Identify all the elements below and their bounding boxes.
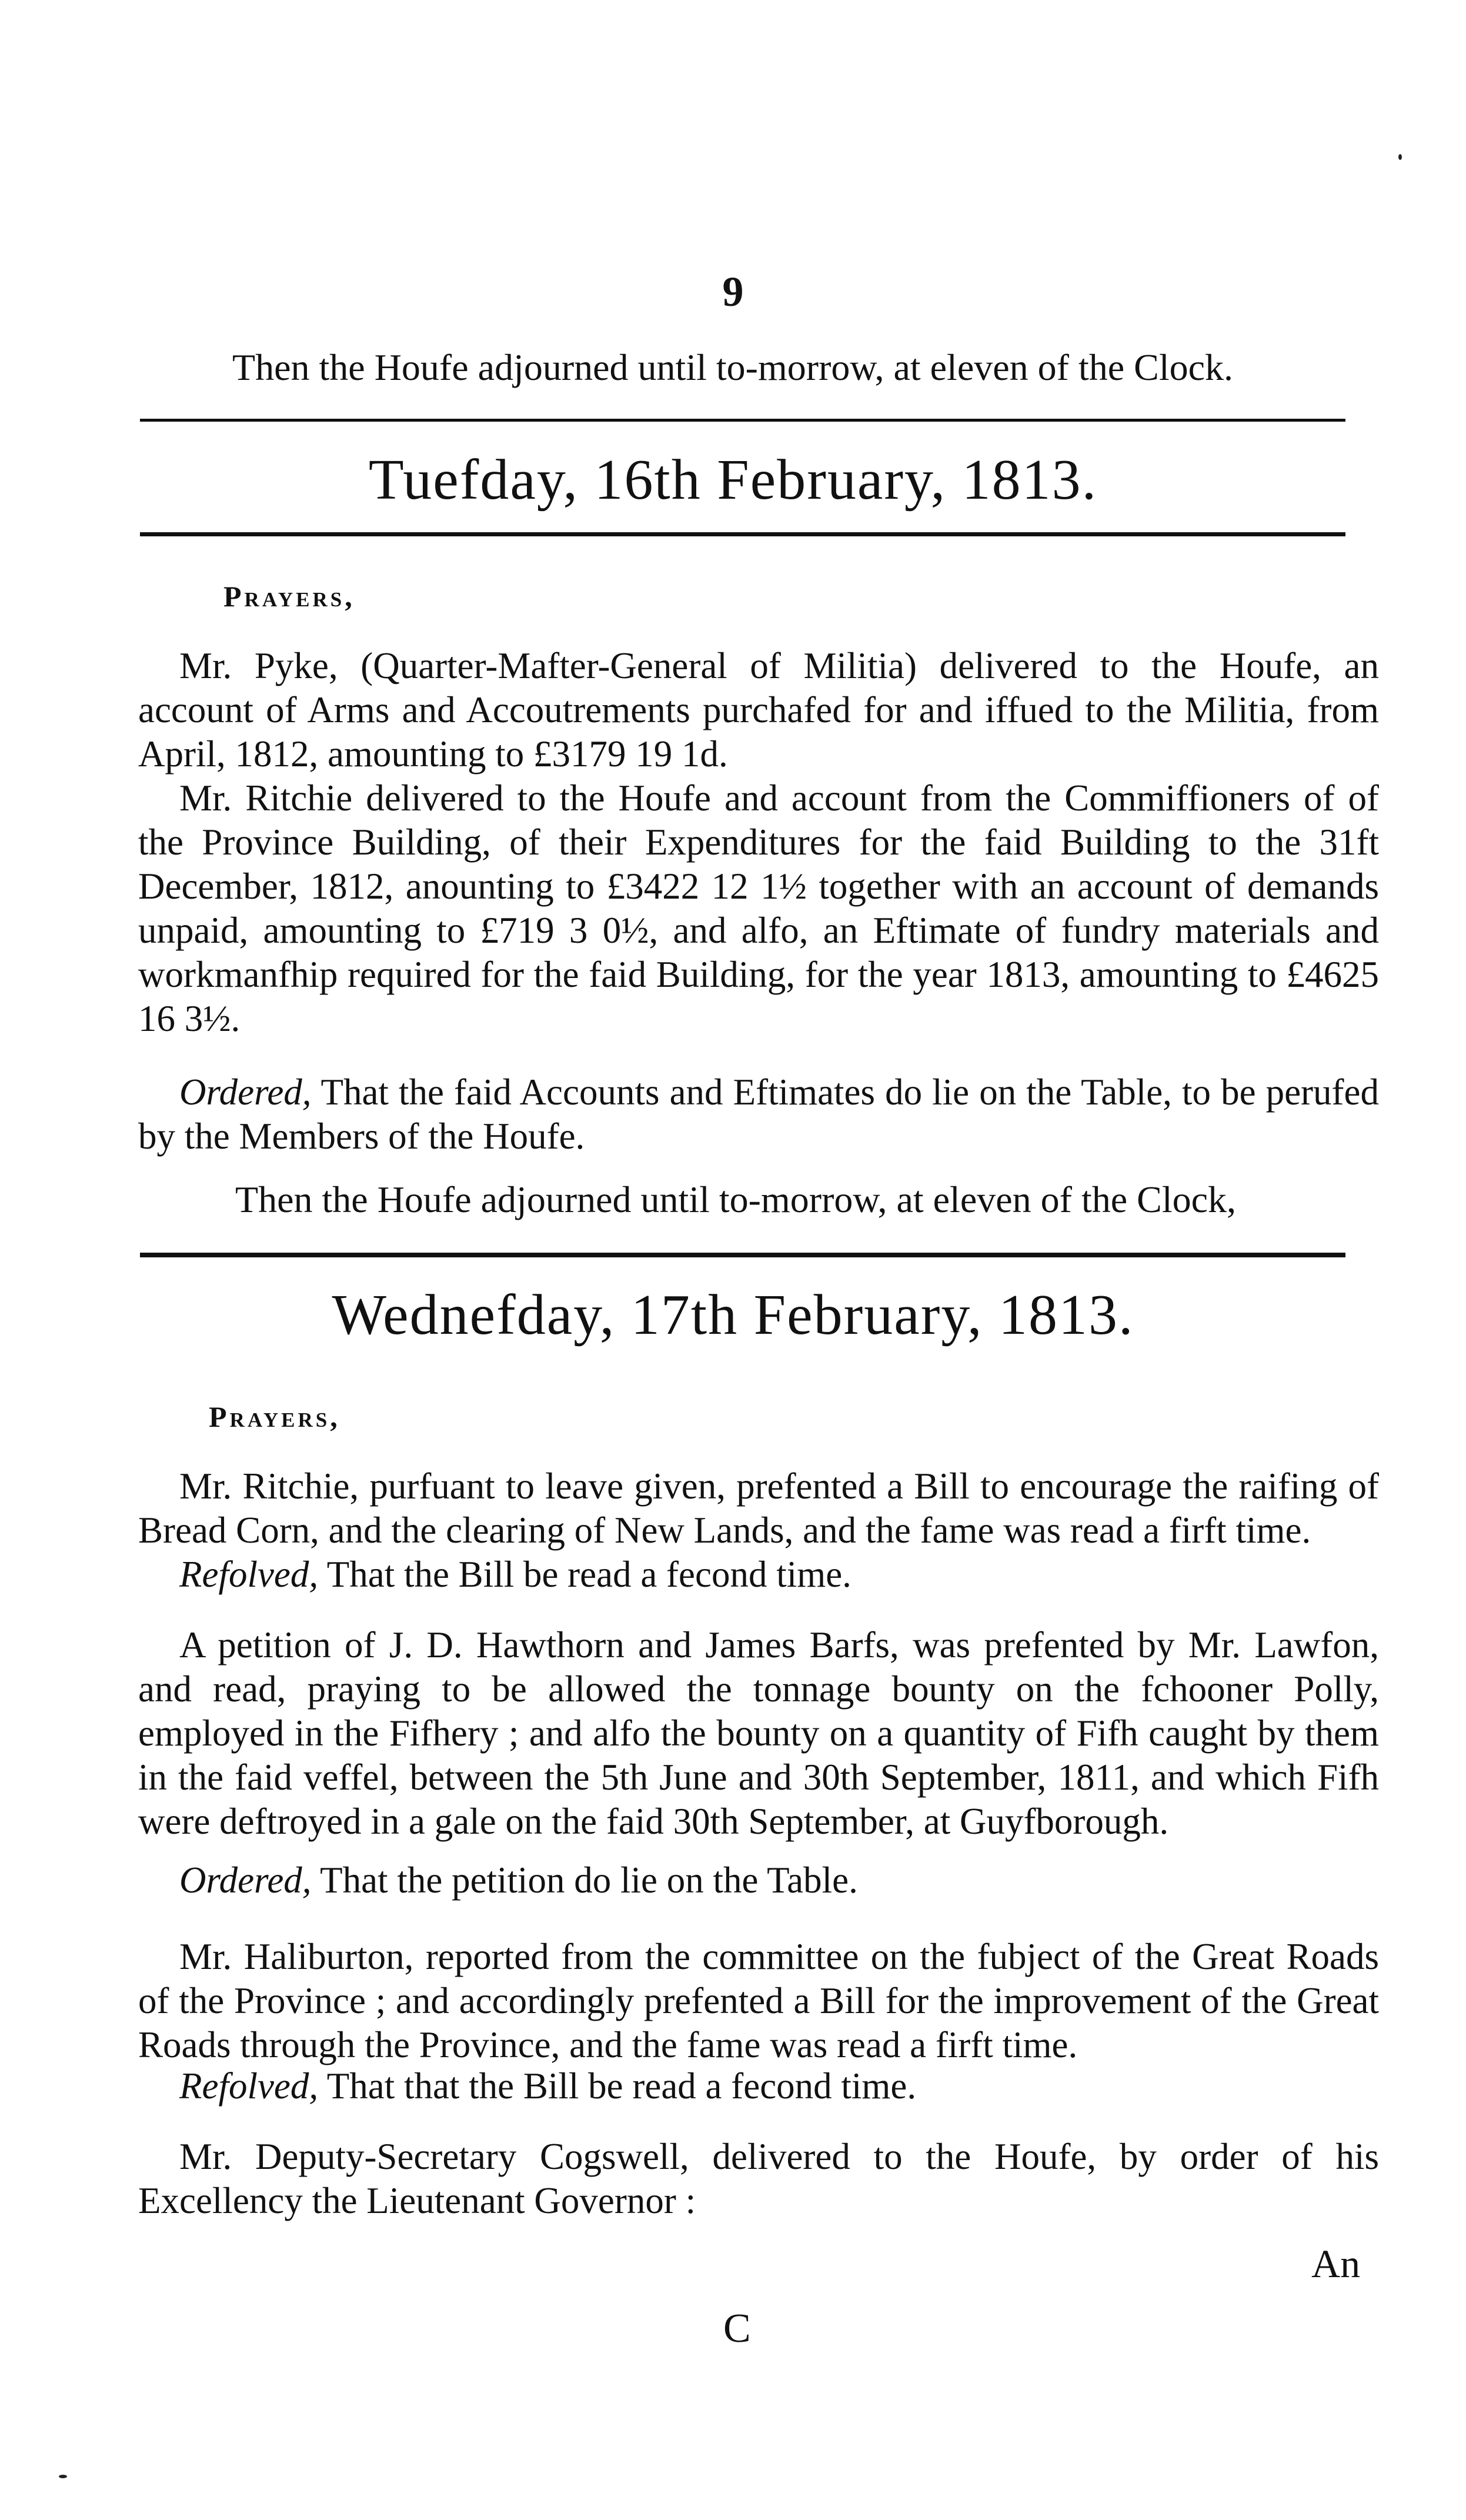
page-number: 9: [722, 268, 744, 315]
paragraph-text: Mr. Ritchie delivered to the Houfe and account from the Commiffioners of of the Province Building, of their Expenditures for the faid Building to the 31ft December, 1812, anounting to £3422 12 1½ together with an account of demands unpaid, amounting to £719 3 0½, and alfo, an Eftimate of fundry materials and workmanfhip required for the faid Building, for the year 1813, amounting to £4625 16 3½.: [138, 777, 1379, 1039]
day-heading-wednesday: Wednefday, 17th February, 1813.: [332, 1283, 1134, 1347]
ordered-text: That the petition do lie on the Table.: [320, 1860, 858, 1901]
paragraph-text: That the faid Accounts and Eftimates do lie on the Table, to be perufed by the Members of the Houfe.: [138, 1072, 1379, 1157]
adjournment-line: Then the Houfe adjourned until to-morrow, at eleven of the Clock,: [235, 1179, 1236, 1220]
resolved-text: That that the Bill be read a fecond time.: [326, 2065, 917, 2107]
section-rule: [140, 1253, 1345, 1257]
resolved-text: That the Bill be read a fecond time.: [326, 1554, 851, 1595]
paragraph-text: Mr. Ritchie, purfuant to leave given, prefented a Bill to encourage the raifing of Bread Corn, and the clearing of New Lands, and the fame was read a firft time.: [138, 1466, 1379, 1551]
scan-speck: [1398, 154, 1402, 160]
paragraph-ritchie-account: [138, 776, 1379, 1041]
section-rule: [140, 532, 1345, 536]
resolved-line: [179, 2064, 916, 2108]
prayers-label: Prayers,: [209, 1400, 340, 1433]
paragraph-cogswell: [138, 2135, 1379, 2223]
paragraph-text: Mr. Deputy-Secretary Cogswell, delivered to the Houfe, by order of his Excellency the Lieutenant Governor :: [138, 2136, 1379, 2221]
paragraph-text: Mr. Pyke, (Quarter-Mafter-General of Militia) delivered to the Houfe, an account of Arms and Accoutrements purchafed for and iffued to the Militia, from April, 1812, amounting to £3179 19 1d.: [138, 645, 1379, 775]
ordered-label: Ordered,: [179, 1072, 312, 1113]
paragraph-haliburton-report: [138, 1935, 1379, 2067]
resolved-label: Refolved,: [179, 1554, 319, 1595]
opening-adjournment-line: Then the Houfe adjourned until to-morrow, at eleven of the Clock.: [232, 346, 1233, 388]
catchword: An: [1311, 2241, 1361, 2286]
ordered-label: Ordered,: [179, 1860, 312, 1901]
resolved-label: Refolved,: [179, 2065, 319, 2107]
paragraph-ritchie-bill: [138, 1464, 1379, 1553]
signature-mark: C: [723, 2306, 751, 2351]
section-rule: [140, 419, 1345, 422]
paragraph-ordered-accounts: [138, 1070, 1379, 1159]
paragraph-hawthorn-petition: [138, 1623, 1379, 1844]
scan-speck: [59, 2475, 67, 2478]
paragraph-text: Mr. Haliburton, reported from the committee on the fubject of the Great Roads of the Province ; and accordingly prefented a Bill for the improvement of the Great Roads through the Province, and the fame was read a firft time.: [138, 1936, 1379, 2065]
resolved-line: [179, 1553, 851, 1597]
prayers-label: Prayers,: [223, 580, 355, 613]
paragraph-pyke-account: [138, 644, 1379, 776]
ordered-line: [179, 1858, 858, 1902]
paragraph-text: A petition of J. D. Hawthorn and James Barfs, was prefented by Mr. Lawfon, and read, praying to be allowed the tonnage bounty on the fchooner Polly, employed in the Fifhery ; and alfo the bounty on a quantity of Fifh caught by them in the faid veffel, between the 5th June and 30th September, 1811, and which Fifh were deftroyed in a gale on the faid 30th September, at Guyfborough.: [138, 1624, 1379, 1842]
day-heading-tuesday: Tuefday, 16th February, 1813.: [368, 448, 1098, 512]
